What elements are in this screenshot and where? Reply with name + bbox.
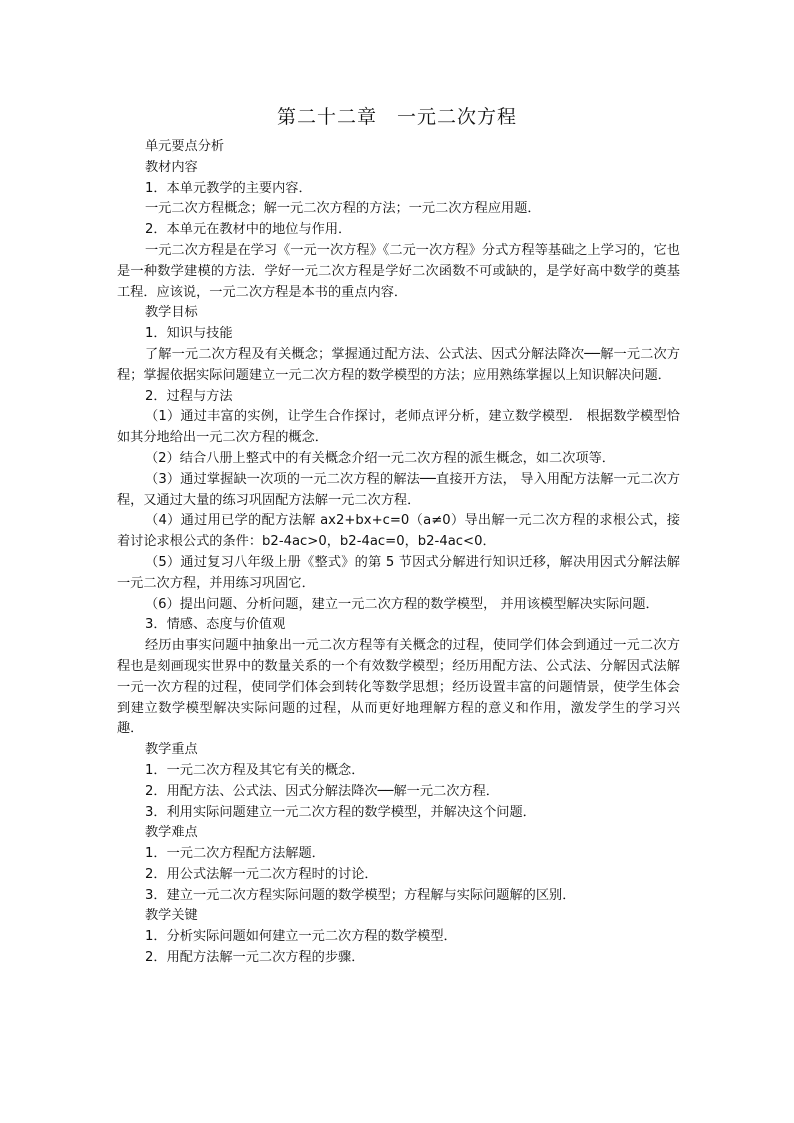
paragraph: 3．建立一元二次方程实际问题的数学模型；方程解与实际问题解的区别． xyxy=(145,887,576,903)
paragraph: 1．分析实际问题如何建立一元二次方程的数学模型． xyxy=(145,929,457,945)
paragraph: （5）通过复习八年级上册《整式》的第 5 节因式分解进行知识迁移，解决用因式分解法解一元二次方程，并用练习巩固它． xyxy=(117,554,680,591)
paragraph: 1．一元二次方程及其它有关的概念． xyxy=(145,762,365,778)
paragraph: 单元要点分析 xyxy=(145,139,225,154)
paragraph: 教材内容 xyxy=(145,159,198,175)
paragraph: （6）提出问题、分析问题，建立一元二次方程的数学模型， 并用该模型解决实际问题． xyxy=(145,596,659,612)
paragraph: 2．过程与方法 xyxy=(145,388,233,404)
paragraph: 3．利用实际问题建立一元二次方程的数学模型，并解决这个问题． xyxy=(145,804,536,820)
paragraph: 1．知识与技能 xyxy=(145,326,233,342)
paragraph: 一元二次方程是在学习《一元一次方程》《二元一次方程》分式方程等基础之上学习的，它也是一种数学建模的方法．学好一元二次方程是学好二次函数不可或缺的，是学好高中数学的奠基工程．应该说，一元二次方程是本书的重点内容． xyxy=(117,242,680,300)
paragraph: 2．用公式法解一元二次方程时的讨论． xyxy=(145,866,378,882)
paragraph: 2．用配方法解一元二次方程的步骤． xyxy=(145,950,365,966)
paragraph: 2．用配方法、公式法、因式分解法降次──解一元二次方程． xyxy=(145,783,499,799)
paragraph: （1）通过丰富的实例，让学生合作探讨，老师点评分析，建立数学模型． 根据数学模型恰如其分地给出一元二次方程的概念． xyxy=(117,409,680,446)
paragraph: 教学关键 xyxy=(145,908,198,924)
paragraph: 2．本单元在教材中的地位与作用． xyxy=(145,222,352,238)
document-body xyxy=(117,137,680,969)
paragraph: 教学难点 xyxy=(145,825,198,841)
paragraph: （3）通过掌握缺一次项的一元二次方程的解法──直接开方法， 导入用配方法解一元二次方程，又通过大量的练习巩固配方法解一元二次方程． xyxy=(117,471,680,508)
paragraph: 经历由事实问题中抽象出一元二次方程等有关概念的过程，使同学们体会到通过一元二次方程也是刻画现实世界中的数量关系的一个有效数学模型；经历用配方法、公式法、分解因式法解一元一次方程的过程，使同学们体会到转化等数学思想；经历设置丰富的问题情景，使学生体会到建立数学模型解决实际问题的过程，从而更好地理解方程的意义和作用，激发学生的学习兴趣． xyxy=(117,638,680,737)
paragraph: （4）通过用已学的配方法解 ax2+bx+c=0（a≠0）导出解一元二次方程的求根公式，接着讨论求根公式的条件：b2-4ac>0，b2-4ac=0，b2-4ac<0． xyxy=(117,513,680,550)
paragraph: 了解一元二次方程及有关概念；掌握通过配方法、公式法、因式分解法降次──解一元二次方程；掌握依据实际问题建立一元二次方程的数学模型的方法；应用熟练掌握以上知识解决问题． xyxy=(117,346,680,383)
paragraph: 教学重点 xyxy=(145,742,198,758)
paragraph: 一元二次方程概念；解一元二次方程的方法；一元二次方程应用题． xyxy=(145,201,541,217)
paragraph: 3．情感、态度与价值观 xyxy=(145,617,286,633)
paragraph: 教学目标 xyxy=(145,305,198,321)
paragraph: （2）结合八册上整式中的有关概念介绍一元二次方程的派生概念，如二次项等． xyxy=(145,450,615,466)
paragraph: 1．本单元教学的主要内容． xyxy=(145,180,312,196)
chapter-title: 第二十二章 一元二次方程 xyxy=(276,106,517,128)
paragraph: 1．一元二次方程配方法解题． xyxy=(145,846,325,862)
